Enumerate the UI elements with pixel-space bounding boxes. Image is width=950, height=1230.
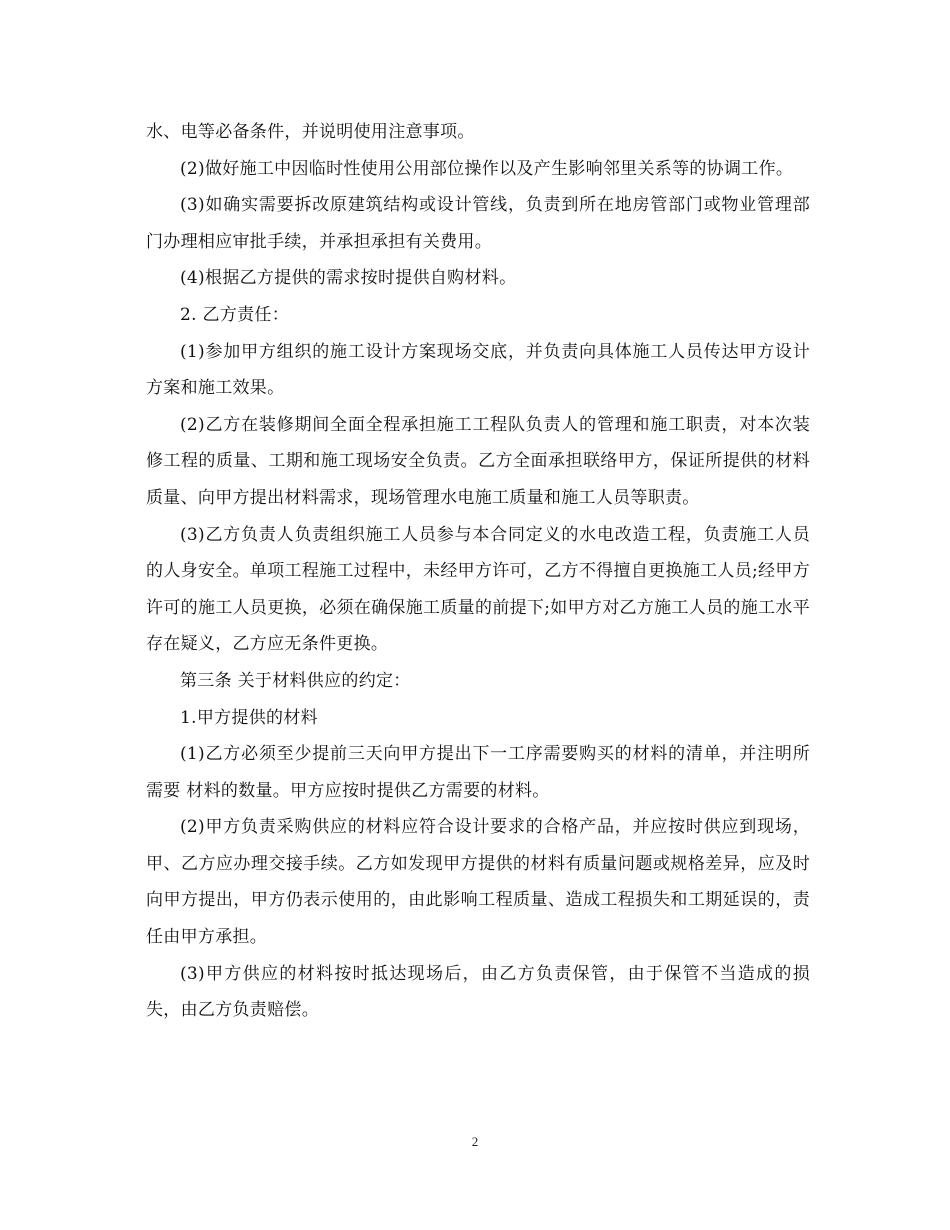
document-body: [146, 114, 810, 1029]
article-three-heading: 第三条 关于材料供应的约定：: [180, 670, 411, 691]
page-number: 2: [471, 1134, 479, 1149]
paragraph-item-4: (4)根据乙方提供的需求按时提供自购材料。: [180, 268, 517, 289]
paragraph-party-b-item-2: (2)乙方在装修期间全面全程承担施工工程队负责人的管理和施工职责，对本次装修工程的质量、工期和施工现场安全负责。乙方全面承担联络甲方，保证所提供的材料质量、向甲方提出材料需求，现场管理水电施工质量和施工人员等职责。: [146, 414, 810, 508]
paragraph-materials-item-1: (1)乙方必须至少提前三天向甲方提出下一工序需要购买的材料的清单，并注明所需要 材料的数量。甲方应按时提供乙方需要的材料。: [146, 744, 810, 801]
section-heading-party-b-duties: 2. 乙方责任：: [180, 304, 290, 325]
paragraph-materials-item-2: (2)甲方负责采购供应的材料应符合设计要求的合格产品，并应按时供应到现场，甲、乙方应办理交接手续。乙方如发现甲方提供的材料有质量问题或规格差异，应及时向甲方提出，甲方仍表示使用的，由此影响工程质量、造成工程损失和工期延误的，责任由甲方承担。: [146, 817, 810, 948]
paragraph-item-3: (3)如确实需要拆改原建筑结构或设计管线，负责到所在地房管部门或物业管理部门办理相应审批手续，并承担承担有关费用。: [146, 195, 810, 252]
subsection-heading-materials: 1.甲方提供的材料: [180, 707, 318, 728]
paragraph-item-2: (2)做好施工中因临时性使用公用部位操作以及产生影响邻里关系等的协调工作。: [180, 158, 794, 179]
paragraph-continuation: 水、电等必备条件，并说明使用注意事项。: [146, 122, 475, 142]
paragraph-party-b-item-3: (3)乙方负责人负责组织施工人员参与本合同定义的水电改造工程，负责施工人员的人身安全。单项工程施工过程中，未经甲方许可，乙方不得擅自更换施工人员;经甲方许可的施工人员更换，必须在确保施工质量的前提下;如甲方对乙方施工人员的施工水平存在疑义，乙方应无条件更换。: [146, 524, 810, 655]
paragraph-materials-item-3: (3)甲方供应的材料按时抵达现场后，由乙方负责保管，由于保管不当造成的损失，由乙方负责赔偿。: [146, 963, 810, 1021]
paragraph-party-b-item-1: (1)参加甲方组织的施工设计方案现场交底，并负责向具体施工人员传达甲方设计方案和施工效果。: [146, 341, 810, 399]
